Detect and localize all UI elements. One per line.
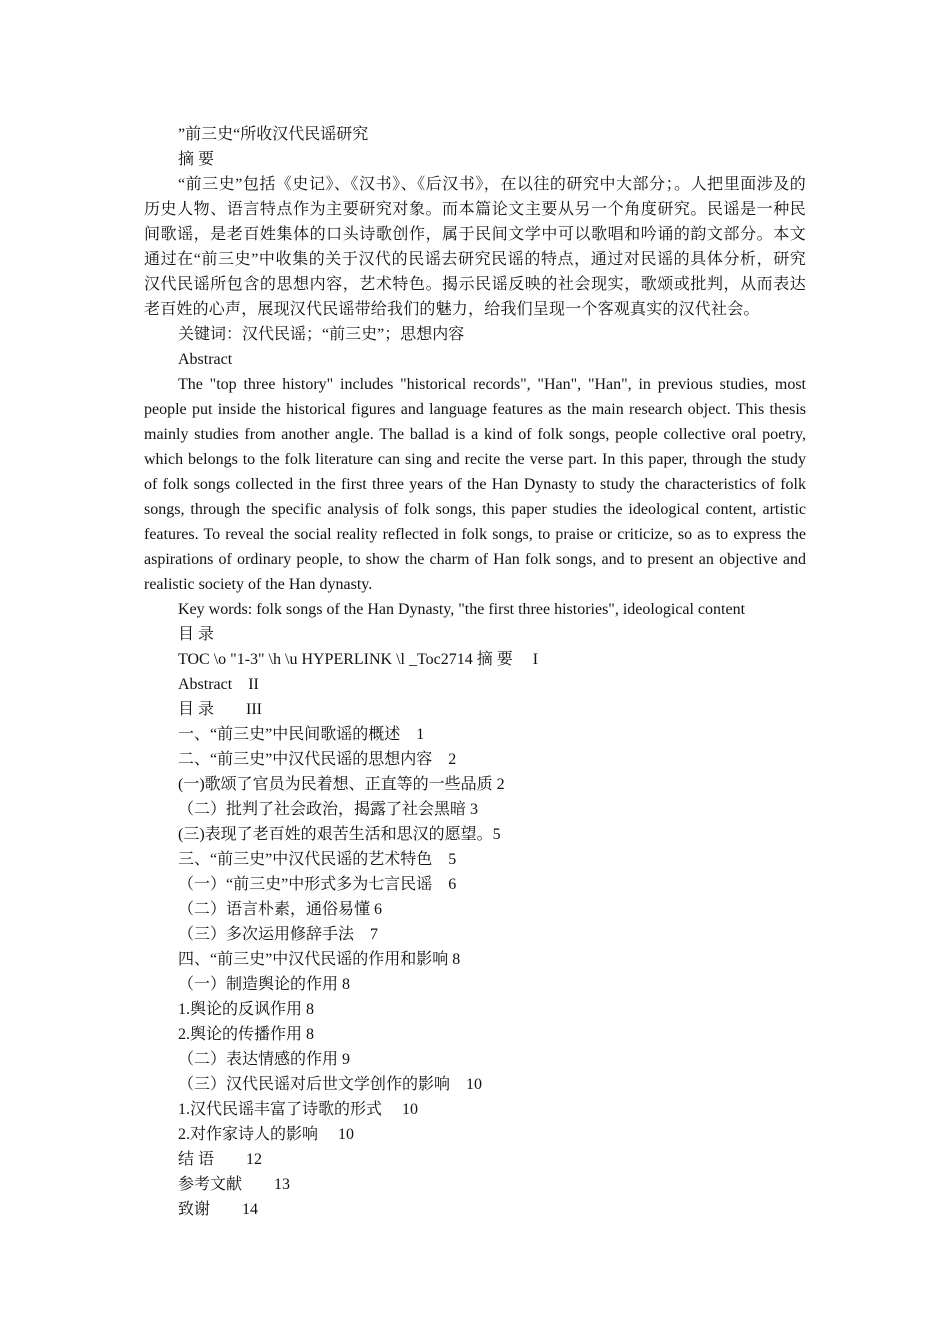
abstract-en-heading: Abstract	[178, 351, 233, 368]
toc-item[interactable]: （一）制造舆论的作用 8	[178, 976, 351, 993]
toc-item[interactable]: 参考文献 13	[178, 1176, 291, 1193]
toc-item[interactable]: （二）语言朴素，通俗易懂 6	[178, 901, 383, 918]
toc-item[interactable]: 致谢 14	[178, 1201, 259, 1218]
toc-item[interactable]: (三)表现了老百姓的艰苦生活和思汉的愿望。5	[178, 826, 501, 843]
toc-item[interactable]: 1.舆论的反讽作用 8	[178, 1001, 315, 1018]
toc-heading: 目 录	[178, 626, 215, 643]
toc-item[interactable]: 2.对作家诗人的影响 10	[178, 1126, 355, 1143]
document-title: ”前三史“所收汉代民谣研究	[178, 126, 369, 143]
toc-item[interactable]: 2.舆论的传播作用 8	[178, 1026, 315, 1043]
abstract-en-keywords: Key words: folk songs of the Han Dynasty, "the first three histories", ideological content	[178, 601, 746, 618]
toc-item[interactable]: (一)歌颂了官员为民着想、正直等的一些品质 2	[178, 776, 505, 793]
toc-item[interactable]: （二）表达情感的作用 9	[178, 1051, 351, 1068]
abstract-en-body: The "top three history" includes "historical records", "Han", "Han", in previous studies, most people put inside the historical figures and language features as the main research object. This thesis mainly studies from another angle. The ballad is a kind of folk songs, people collective oral poetry, which belongs to the folk literature can sing and recite the verse part. In this paper, through the study of folk songs collected in the first three years of the Han Dynasty to study the characteristics of folk songs, through the specific analysis of folk songs, this paper studies the ideological content, artistic features. To reveal the social reality reflected in folk songs, to praise or criticize, so as to express the aspirations of ordinary people, to show the charm of Han folk songs, and to present an objective and realistic society of the Han dynasty.	[144, 376, 806, 593]
toc-item[interactable]: 二、“前三史”中汉代民谣的思想内容 2	[178, 751, 457, 768]
toc-item[interactable]: （一）“前三史”中形式多为七言民谣 6	[178, 876, 457, 893]
abstract-cn-keywords: 关键词：汉代民谣；“前三史”；思想内容	[178, 326, 465, 343]
toc-item[interactable]: （三）汉代民谣对后世文学创作的影响 10	[178, 1076, 483, 1093]
toc-item[interactable]: Abstract II	[178, 676, 259, 693]
toc-item[interactable]: 三、“前三史”中汉代民谣的艺术特色 5	[178, 851, 457, 868]
toc-item[interactable]: 1.汉代民谣丰富了诗歌的形式 10	[178, 1101, 419, 1118]
toc-item[interactable]: （三）多次运用修辞手法 7	[178, 926, 379, 943]
toc-item[interactable]: 四、“前三史”中汉代民谣的作用和影响 8	[178, 951, 461, 968]
abstract-cn-heading: 摘 要	[178, 151, 215, 168]
toc-item[interactable]: 一、“前三史”中民间歌谣的概述 1	[178, 726, 425, 743]
toc-item[interactable]: 目 录 III	[178, 701, 262, 718]
toc-item[interactable]: TOC \o "1-3" \h \u HYPERLINK \l _Toc2714 摘 要 I	[178, 651, 539, 668]
document-page	[144, 122, 806, 1222]
toc-item[interactable]: 结 语 12	[178, 1151, 263, 1168]
abstract-cn-body: “前三史”包括《史记》、《汉书》、《后汉书》，在以往的研究中大部分；。人把里面涉及的历史人物、语言特点作为主要研究对象。而本篇论文主要从另一个角度研究。民谣是一种民间歌谣，是老百姓集体的口头诗歌创作，属于民间文学中可以歌唱和吟诵的韵文部分。本文通过在“前三史”中收集的关于汉代的民谣去研究民谣的特点，通过对民谣的具体分析，研究汉代民谣所包含的思想内容，艺术特色。揭示民谣反映的社会现实，歌颂或批判，从而表达老百姓的心声，展现汉代民谣带给我们的魅力，给我们呈现一个客观真实的汉代社会。	[144, 176, 806, 318]
toc-item[interactable]: （二）批判了社会政治，揭露了社会黑暗 3	[178, 801, 479, 818]
table-of-contents	[144, 647, 806, 1222]
